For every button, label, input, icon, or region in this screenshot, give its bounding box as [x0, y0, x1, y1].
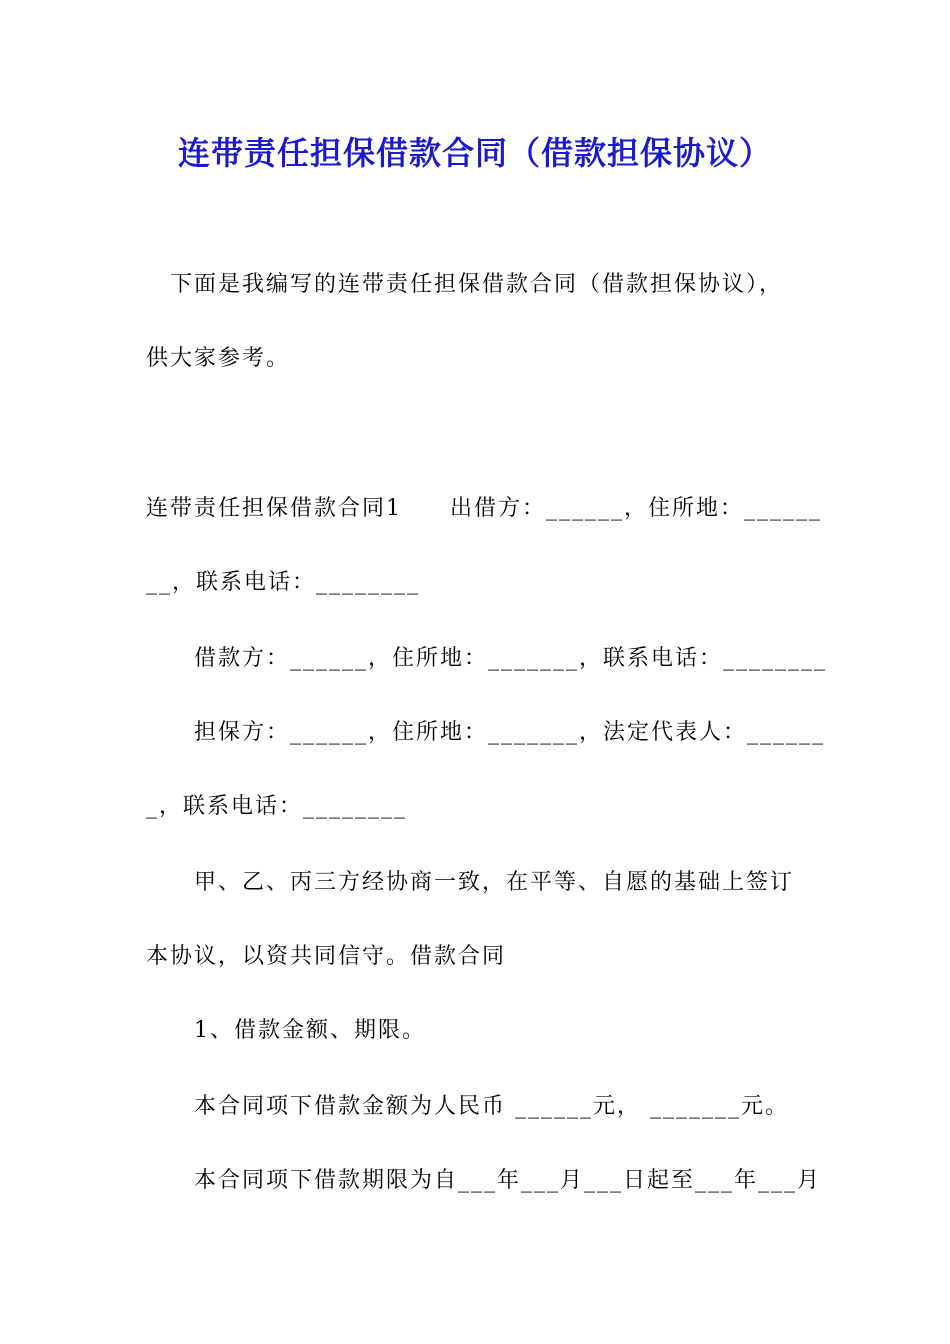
section-1-heading: 1、借款金额、期限。 [194, 1018, 426, 1043]
intro-paragraph-line-1: 下面是我编写的连带责任担保借款合同（借款担保协议）， [170, 272, 784, 297]
agreement-paragraph-line-1: 甲、乙、丙三方经协商一致，在平等、自愿的基础上签订 [194, 870, 795, 895]
guarantor-line-2: _，联系电话：________ [146, 794, 408, 819]
loan-period-line: 本合同项下借款期限为自___年___月___日起至___年___月 [194, 1168, 822, 1193]
guarantor-line-1: 担保方：______，住所地：_______，法定代表人：______ [194, 720, 826, 745]
contract-head-line-1: 连带责任担保借款合同1 出借方：______，住所地：______ [146, 496, 822, 521]
document-title: 连带责任担保借款合同（借款担保协议） [177, 134, 772, 172]
agreement-paragraph-line-2: 本协议，以资共同信守。借款合同 [146, 944, 507, 969]
contract-head-line-2: __，联系电话：________ [146, 570, 421, 595]
loan-amount-line: 本合同项下借款金额为人民币 ______元， _______元。 [194, 1094, 789, 1119]
borrower-line: 借款方：______，住所地：_______，联系电话：________ [194, 646, 828, 671]
intro-paragraph-line-2: 供大家参考。 [146, 346, 291, 371]
